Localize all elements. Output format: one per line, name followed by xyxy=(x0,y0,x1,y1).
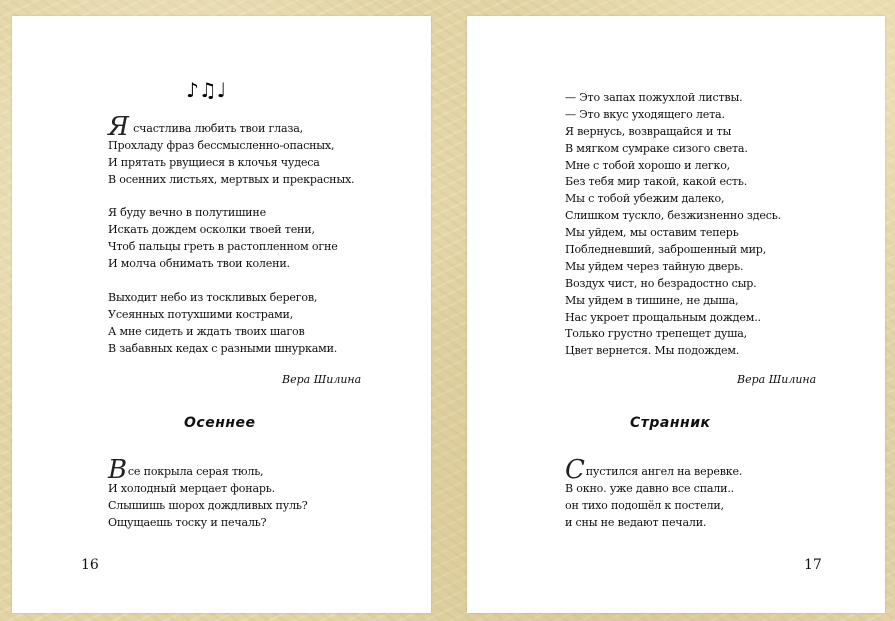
poem-line: Без тебя мир такой, какой есть. xyxy=(565,175,748,189)
poem-line: он тихо подошёл к постели, xyxy=(565,498,724,512)
poem-line: И прятать рвущиеся в клочья чудеса xyxy=(108,155,320,169)
poem-line: Побледневший, заброшенный мир, xyxy=(565,243,767,257)
poem-line: Слишком тускло, безжизненно здесь. xyxy=(565,209,781,223)
drop-cap: Я xyxy=(108,112,129,142)
left-page xyxy=(12,16,431,613)
poem-line: Только грустно трепещет душа, xyxy=(565,327,748,341)
poem-line: Слышишь шорох дождливых пуль? xyxy=(108,498,308,512)
poem-right-top xyxy=(565,90,781,360)
poem-line: Усеянных потухшими кострами, xyxy=(108,307,294,321)
poem-line: В забавных кедах с разными шнурками. xyxy=(108,341,338,355)
right-page xyxy=(467,16,885,613)
poem-line: Выходит небо из тоскливых берегов, xyxy=(108,290,318,304)
poem-line: Цвет вернется. Мы подождем. xyxy=(565,344,740,358)
page-number: 17 xyxy=(804,557,822,573)
poem-line: Ощущаешь тоску и печаль? xyxy=(108,515,267,529)
poem-line: Мне с тобой хорошо и легко, xyxy=(565,158,730,172)
poem-title: Странник xyxy=(630,415,711,431)
poem-line: А мне сидеть и ждать твоих шагов xyxy=(108,324,305,338)
poem-line: Мы уйдем через тайную дверь. xyxy=(565,259,744,273)
drop-cap: С xyxy=(565,455,585,485)
drop-cap: В xyxy=(108,455,127,485)
poem-line: Я буду вечно в полутишине xyxy=(108,206,266,220)
poem-title: Осеннее xyxy=(184,415,256,431)
poem-left-bottom xyxy=(108,455,308,532)
poem-line: И холодный мерцает фонарь. xyxy=(108,481,275,495)
poem-line: Прохладу фраз бессмысленно-опасных, xyxy=(108,138,335,152)
poem-right-bottom xyxy=(565,455,743,532)
poem-first-line: Спустился ангел на веревке. xyxy=(565,455,743,485)
author-signature: Вера Шилина xyxy=(282,373,362,386)
poem-line: — Это запах пожухлой листвы. xyxy=(565,91,743,104)
stanza-break xyxy=(108,189,354,206)
poem-first-line: Я счастлива любить твои глаза, xyxy=(108,112,304,142)
poem-line: В окно. уже давно все спали.. xyxy=(565,481,734,495)
author-signature: Вера Шилина xyxy=(737,373,817,386)
poem-line: Мы уйдем, мы оставим теперь xyxy=(565,226,739,240)
poem-line: Искать дождем осколки твоей тени, xyxy=(108,223,315,237)
music-notes-icon: ♪♫♩ xyxy=(186,78,227,102)
poem-line: В осенних листьях, мертвых и прекрасных. xyxy=(108,172,355,186)
poem-line: Я вернусь, возвращайся и ты xyxy=(565,124,732,138)
page-number: 16 xyxy=(81,557,99,573)
poem-line: Воздух чист, но безрадостно сыр. xyxy=(565,276,757,290)
stanza-break xyxy=(108,273,354,290)
poem-left-top xyxy=(108,112,355,357)
poem-line: и сны не ведают печали. xyxy=(565,515,707,529)
poem-line: Нас укроет прощальным дождем.. xyxy=(565,310,761,324)
poem-first-line: Все покрыла серая тюль, xyxy=(108,455,264,485)
poem-line: И молча обнимать твои колени. xyxy=(108,257,290,271)
poem-line: Чтоб пальцы греть в растопленном огне xyxy=(108,240,338,254)
poem-line: Мы уйдем в тишине, не дыша, xyxy=(565,293,739,307)
poem-line: — Это вкус уходящего лета. xyxy=(565,107,725,121)
poem-line: Мы с тобой убежим далеко, xyxy=(565,192,725,206)
poem-line: В мягком сумраке сизого света. xyxy=(565,141,748,155)
